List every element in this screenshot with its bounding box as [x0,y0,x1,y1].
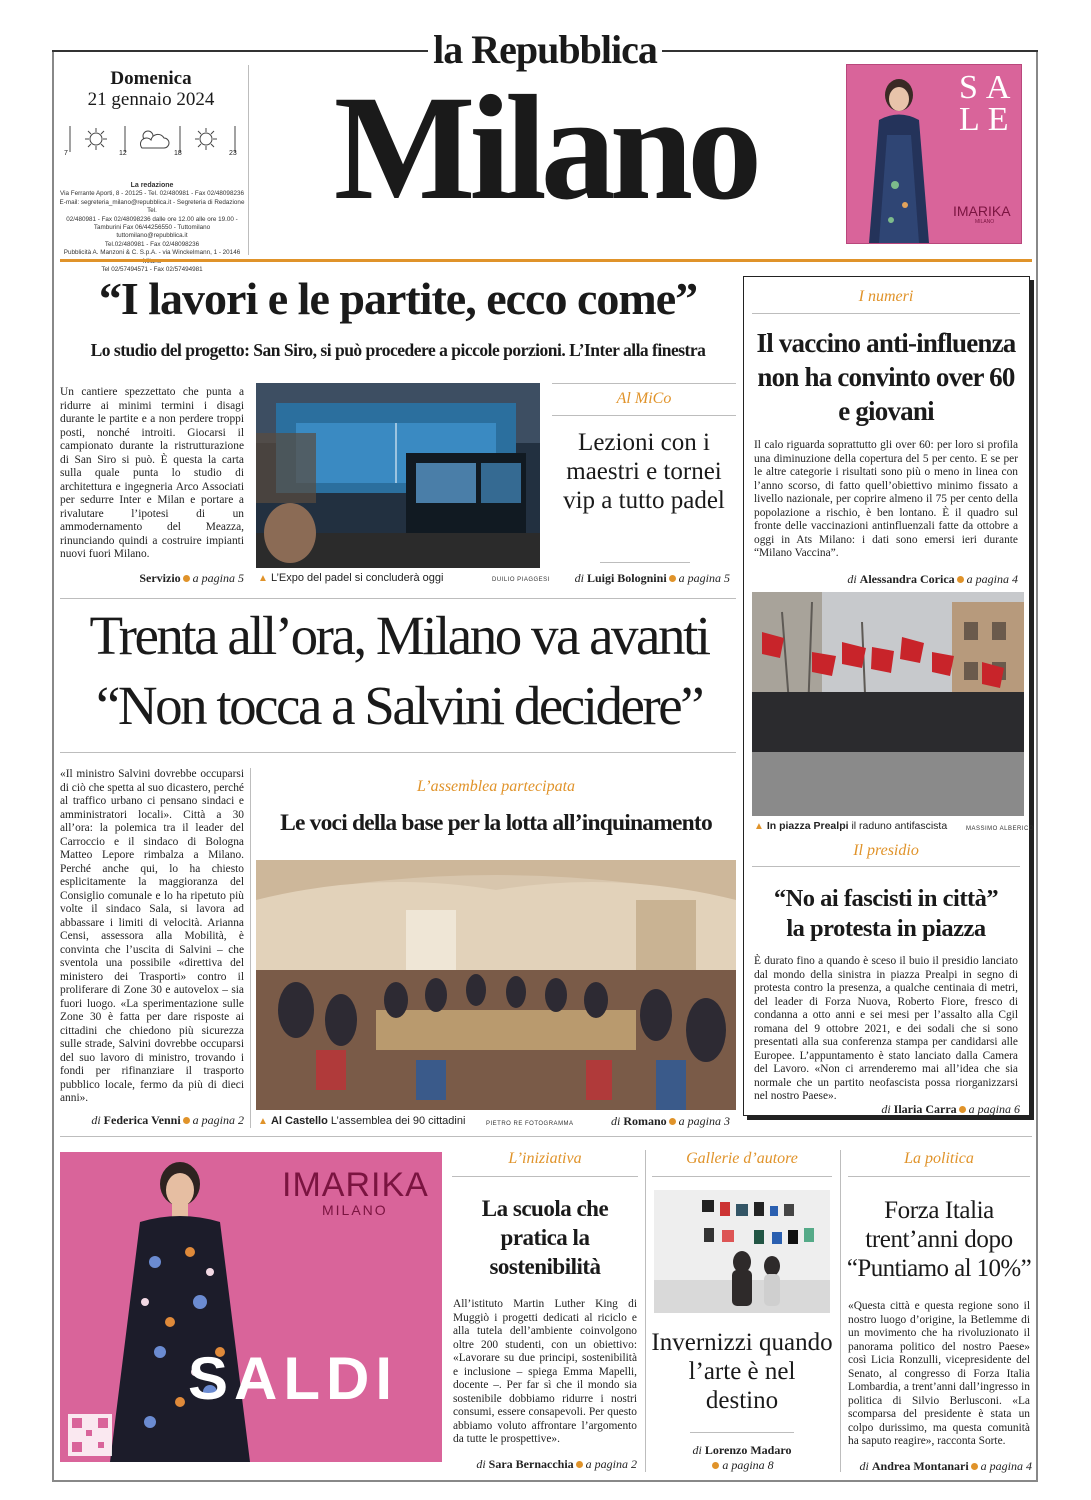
triangle-icon: ▲ [258,1116,268,1127]
byline-name: Sara Bernacchia [488,1457,574,1471]
presidio-headline-2[interactable]: la protesta in piazza [786,915,986,942]
weather-icons [62,122,242,162]
protest-caption-text: il raduno antifascista [851,820,948,832]
gallery-photo [654,1190,830,1313]
sun-icon-2 [195,128,217,150]
numeri-body: Il calo riguarda soprattutto gli over 60: per loro si profila una diminuzione della copertura del 5 per cento. E se per le altre categorie i risultati sono più o meno in linea con l’anno scorso, di fatto quell’obiettivo minimo fissato a livello nazionale, per coprire almeno il 75 per cento della popolazione a rischio, è ben lontano. È il quadro sul fronte delle vaccinazioni antinfluenzali fatte da ottobre a oggi in Ats Milano: i dati sono emersi ieri durante “Milano Vaccina”. [754,439,1018,559]
cloud-sun-icon [140,131,169,148]
ad-bottom[interactable] [60,1152,442,1462]
paper-name[interactable]: la Repubblica [433,27,657,72]
byline-pre: di [692,1443,702,1457]
assemblea-kicker: L’assemblea partecipata [416,778,576,795]
numeri-kicker: I numeri [858,288,914,305]
protest-photo [752,592,1024,816]
ad-brand-sub: MILANO [975,219,995,225]
byline-page: a pagina 5 [678,571,730,585]
byline-page: a pagina 8 [722,1458,774,1472]
ad-sale-2: LE [959,101,1017,138]
main-body: «Il ministro Salvini dovrebbe occuparsi di ciò che spetta al suo dicastero, perché al traffico urbano ci pensano sindaci e amministratori locali». Città a 30 all’ora: la polemica tra il leader del Carroccio e il sindaco di Bologna Matteo Lepore rimbalza a Milano. Perché anche qui, lo ha chiesto esplicitamente la maggioranza del Consiglio comunale e lo ha ripetuto più volte il sindaco Sala, si lavora ad abbassare i limiti di velocità. Arianna Censi, assessora alla Mobilità, è convinta che l’uscita di Salvini – che sventola una possibile «direttiva del ministero dei Trasporti» contro il proliferare di Zone 30 e autovelox – sia fuori luogo. «La sperimentazione sulle Zone 30 è fatta per dare risposte ai cittadini che chiedono più sicurezza sulle strade, Salvini dovrebbe occuparsi del suo lavoro di ministro, trovando i fondi per rifinanziare il trasporto pubblico locale, fermo da più di dieci anni». [60,768,244,1104]
politica-body: «Questa città e questa regione sono il nostro luogo d’origine, la Betlemme di un movimento che ha rivoluzionato il panorama politico del nostro Paese» così Licia Ronzulli, vicepresidente del Senato, al congresso di Forza Italia Lombardia, a trent’anni dall’ingresso in politica di Silvio Berlusconi. «La scomparsa del presidente è stata un colpo durissimo, ma questa comunità ha saputo reagire», racconta Sorte. [848,1300,1030,1447]
col-divider-2 [645,1150,646,1472]
temp-1: 7 [64,150,68,157]
byline-name: Andrea Montanari [871,1459,969,1473]
bullet-icon [971,1463,978,1470]
politica-headline-2[interactable]: trent’anni dopo [865,1226,1013,1253]
sun-icon [85,128,107,150]
gallery-photo-art [654,1190,830,1313]
ad-saldi: SALDI [188,1345,398,1412]
masthead-rule-right [662,50,1038,52]
main-headline-2[interactable]: “Non tocca a Salvini decidere” [95,675,703,736]
byline-page: a pagina 2 [192,1113,244,1127]
byline-pre: di [610,1114,621,1128]
col-divider [250,768,251,1128]
byline-name: Servizio [139,571,181,585]
lead-byline[interactable] [60,571,244,586]
numeri-headline[interactable]: Il vaccino anti-influenza non ha convinto over 60 e giovani [756,328,1016,426]
edition-date: 21 gennaio 2024 [87,89,215,110]
bullet-icon [712,1462,719,1469]
byline-page: a pagina 5 [192,571,244,585]
protest-caption [754,820,947,832]
numeri-byline[interactable] [754,572,1018,587]
mico-kicker: Al MiCo [616,390,672,407]
weather-strip [62,122,242,162]
temp-2: 12 [119,150,127,157]
redazione-line: Tamburini Fax 06/44256550 - Tuttomilano tuttomilano@repubblica.it [93,224,211,240]
bullet-icon [669,575,676,582]
redazione-title: La redazione [130,182,174,189]
assembly-photo [256,860,736,1110]
byline-pre: di [574,571,584,585]
bullet-icon [669,1118,676,1125]
protest-caption-bold: In piazza Prealpi [766,820,849,832]
politica-headline-1[interactable]: Forza Italia [884,1197,994,1224]
main-rule-top [60,598,736,599]
byline-name: Lorenzo Madaro [704,1443,792,1457]
protest-photo-art [752,592,1024,816]
iniziativa-rule [452,1176,638,1177]
ad-bottom-brand: IMARIKA [282,1166,429,1204]
gallerie-byline[interactable] [650,1443,834,1458]
padel-caption-text: L’Expo del padel si concluderà oggi [270,572,444,584]
numeri-rule [752,313,1020,314]
main-headline-1[interactable]: Trenta all’ora, Milano va avanti [89,605,709,666]
mico-headline[interactable]: Lezioni con i maestri e tornei vip a tutto padel [563,429,725,514]
assembly-caption-bold: Al Castello [270,1115,328,1127]
bullet-icon [183,575,190,582]
politica-headline-3[interactable]: “Puntiamo al 10%” [846,1255,1032,1282]
iniziativa-byline[interactable] [453,1457,637,1472]
byline-name: Federica Venni [103,1113,181,1127]
byline-pre: di [476,1457,486,1471]
protest-credit: MASSIMO ALBERICO [966,826,1035,832]
main-byline[interactable] [60,1113,244,1128]
redazione-line: Tel.02/480981 - Fax 02/48098236 [104,240,200,248]
redazione-line: E-mail: segreteria_milano@repubblica.it - Segreteria di Redazione Tel. [59,198,245,215]
politica-byline[interactable] [840,1459,1032,1474]
bullet-icon [959,1106,966,1113]
iniziativa-kicker: L’iniziativa [508,1150,582,1167]
assemblea-headline[interactable]: Le voci della base per la lotta all’inquinamento [280,810,712,836]
padel-credit: DUILIO PIAGGESI [492,577,550,583]
gallerie-kicker: Gallerie d’autore [686,1150,798,1167]
lead-body: Un cantiere spezzettato che punta a ridurre ai minimi termini i disagi durante le partite e a non perdere troppi posti, nonché introiti. Giocarsi il campionato durante la ristrutturazione di San Siro si può. È questa la carta sulla quale punta lo studio di architettura e ingegneria Arco Associati per sedurre Inter e Milan e portare a rivalutare l’ipotesi di un ammodernamento del Meazza, rinunciando quindi a costruire impianti nuovi fuori Milano. [60,386,244,560]
bullet-icon [576,1461,583,1468]
mico-byline[interactable] [552,571,730,586]
ad-sale-1: SA [959,69,1019,106]
politica-kicker: La politica [904,1150,974,1167]
ad-brand: IMARIKA [953,203,1011,219]
mico-rule-top [552,383,736,384]
lead-headline[interactable]: “I lavori e le partite, ecco come” [98,273,698,324]
byline-name: Romano [623,1114,667,1128]
col-divider-3 [840,1150,841,1472]
page-border-left [52,50,54,1482]
padel-photo [256,383,540,568]
masthead-divider [248,65,249,255]
orange-divider [60,259,1032,262]
temp-3: 18 [174,150,182,157]
padel-caption [258,572,443,584]
redazione-line: Tel 02/57494571 - Fax 02/57494981 [101,266,203,274]
bullet-icon [183,1117,190,1124]
assembly-caption [258,1115,465,1127]
presidio-body: È durato fino a quando è sceso il buio il presidio lanciato dal mondo della sinistra in piazza Prealpi in segno di protesta contro la presenza, a qualche centinaia di metri, del leader di Forza Nuova, Roberto Fiore, fresco di condanna a otto anni e sei mesi per l’assalto alla Cgil romana del 9 ottobre 2021, e dei sodali che si sono presentati alla sua conferenza stampa per candidarsi alle Europee. L’appuntamento è stato lanciato dalla Camera del Lavoro. «Non ci arrenderemo mai all’idea che sia normale che un partito neofascista possa riorganizzarsi nel nostro Paese». [754,955,1018,1102]
lead-subhead: Lo studio del progetto: San Siro, si può procedere a piccole porzioni. L’Inter alla finestra [90,340,706,360]
gallerie-headline[interactable]: Invernizzi quando l’arte è nel destino [651,1329,833,1414]
temp-4: 23 [229,150,237,157]
padel-photo-art [256,383,540,568]
masthead-rule-left [52,50,428,52]
ad-top[interactable] [846,64,1022,244]
byline-pre: di [881,1102,891,1116]
byline-pre: di [91,1113,101,1127]
byline-name: Luigi Bolognini [586,571,667,585]
iniziativa-body: All’istituto Martin Luther King di Muggiò i progetti dedicati al riciclo e alla tutela dell’ambiente coinvolgono oltre 200 studenti, con un obiettivo: «Lavorare su due principi, sostenibilità e inclusione – spiega Emma Mapelli, docente –. Per far sì che il mondo sia sostenibile dobbiamo ridurre i nostri consumi, essere consapevoli. Per questo abbiamo voluto affrontare l’argomento da tutte le prospettive». [453,1298,637,1445]
presidio-kicker: Il presidio [853,842,919,859]
presidio-headline-1[interactable]: “No ai fascisti in città” [773,885,999,912]
main-rule-bottom [60,752,736,753]
byline-pre: di [847,572,857,586]
triangle-icon: ▲ [258,573,268,584]
mico-rule [552,415,736,416]
byline-page: a pagina 3 [678,1114,730,1128]
iniziativa-headline[interactable]: La scuola che pratica la sostenibilità [481,1196,609,1279]
assemblea-byline[interactable] [560,1114,730,1129]
ad-bottom-brand-sub: MILANO [322,1202,388,1218]
byline-name: Ilaria Carra [893,1102,957,1116]
byline-page: a pagina 4 [966,572,1018,586]
politica-rule [848,1176,1030,1177]
page-border-bottom [52,1480,1038,1482]
gallerie-page[interactable] [650,1458,834,1473]
byline-page: a pagina 6 [968,1102,1020,1116]
city-title: Milano [333,65,757,231]
byline-pre: di [859,1459,869,1473]
assembly-credit: PIETRO RE FOTOGRAMMA [486,1121,574,1127]
assembly-photo-art [256,860,736,1110]
bottom-band-rule [60,1136,1032,1137]
byline-page: a pagina 2 [585,1457,637,1471]
byline-name: Alessandra Corica [859,572,955,586]
gallerie-rule-bottom [690,1432,794,1433]
byline-page: a pagina 4 [980,1459,1032,1473]
presidio-rule [752,866,1020,867]
assembly-caption-text: L’assemblea dei 90 cittadini [330,1115,466,1127]
redazione-line: Via Ferrante Aporti, 8 - 20125 - Tel. 02/480981 - Fax 02/48098236 [60,190,244,198]
mico-rule-bottom [600,562,690,563]
presidio-byline[interactable] [754,1102,1020,1117]
redazione-line: 02/480981 - Fax 02/48098236 dalle ore 12.00 alle ore 19.00 - [66,215,238,223]
bullet-icon [957,576,964,583]
triangle-icon: ▲ [754,821,764,832]
gallerie-rule [652,1176,832,1177]
edition-day: Domenica [110,68,192,89]
page-border-right [1036,50,1038,1482]
redazione-line: Pubblicità A. Manzoni & C. S.p.A. - via Winckelmann, 1 - 20146 [63,249,241,257]
